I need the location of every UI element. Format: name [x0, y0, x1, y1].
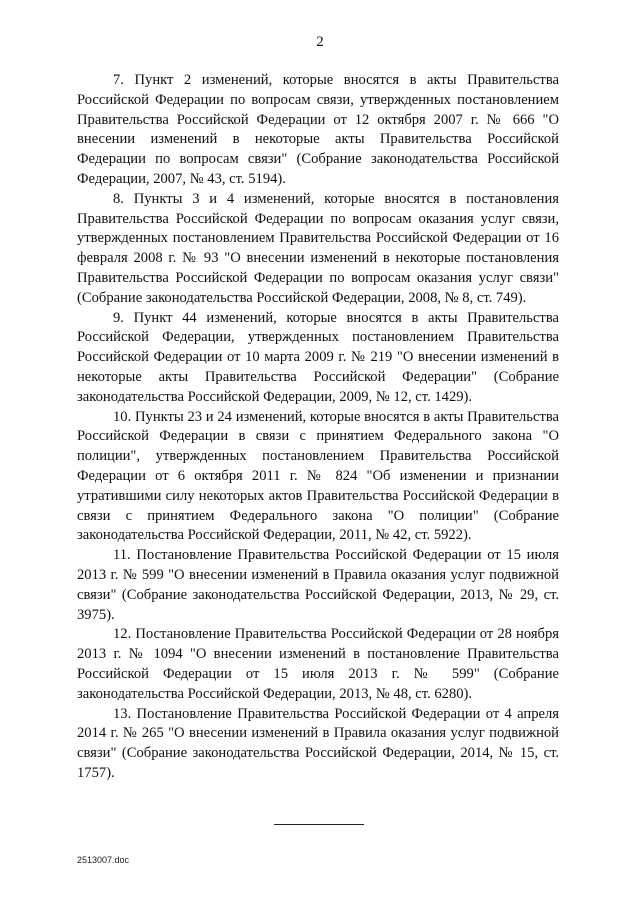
list-item-12: 12. Постановление Правительства Российской Федерации от 28 ноября 2013 г. № 1094 "О внесении изменений в постановление Правительства Российской Федерации от 15 июля 2013 г. № 599" (Собрание законодательства Российской Федерации, 2013, № 48, ст. 6280).	[77, 626, 559, 702]
end-separator-line	[274, 824, 364, 825]
document-file-code: 2513007.doc	[77, 855, 130, 865]
list-item-10: 10. Пункты 23 и 24 изменений, которые вносятся в акты Правительства Российской Федерации в связи с принятием Федерального закона "О полиции", утвержденных постановлением Правительства Российской Федерации от 6 октября 2011 г. № 824 "Об изменении и признании утратившими силу некоторых актов Правительства Российской Федерации в связи с принятием Федерального закона "О полиции" (Собрание законодательства Российской Федерации, 2011, № 42, ст. 5922).	[77, 408, 559, 544]
list-item-11: 11. Постановление Правительства Российской Федерации от 15 июля 2013 г. № 599 "О внесении изменений в Правила оказания услуг подвижной связи" (Собрание законодательства Российской Федерации, 2013, № 29, ст. 3975).	[77, 547, 559, 623]
list-item-13: 13. Постановление Правительства Российской Федерации от 4 апреля 2014 г. № 265 "О внесении изменений в Правила оказания услуг подвижной связи" (Собрание законодательства Российской Федерации, 2014, № 15, ст. 1757).	[77, 705, 559, 781]
list-item-9: 9. Пункт 44 изменений, которые вносятся в акты Правительства Российской Федерации, утвержденных постановлением Правительства Российской Федерации от 10 марта 2009 г. № 219 "О внесении изменений в некоторые акты Правительства Российской Федерации" (Собрание законодательства Российской Федерации, 2009, № 12, ст. 1429).	[77, 309, 559, 405]
page-number: 2	[316, 34, 324, 50]
list-item-7: 7. Пункт 2 изменений, которые вносятся в акты Правительства Российской Федерации по вопросам связи, утвержденных постановлением Правительства Российской Федерации от 12 октября 2007 г. № 666 "О внесении изменений в некоторые акты Правительства Российской Федерации по вопросам связи" (Собрание законодательства Российской Федерации, 2007, № 43, ст. 5194).	[77, 72, 559, 187]
list-item-8: 8. Пункты 3 и 4 изменений, которые вносятся в постановления Правительства Российской Федерации по вопросам оказания услуг связи, утвержденных постановлением Правительства Российской Федерации от 16 февраля 2008 г. № 93 "О внесении изменений в некоторые постановления Правительства Российской Федерации по вопросам оказания услуг связи" (Собрание законодательства Российской Федерации, 2008, № 8, ст. 749).	[77, 190, 559, 306]
document-body	[77, 71, 559, 784]
